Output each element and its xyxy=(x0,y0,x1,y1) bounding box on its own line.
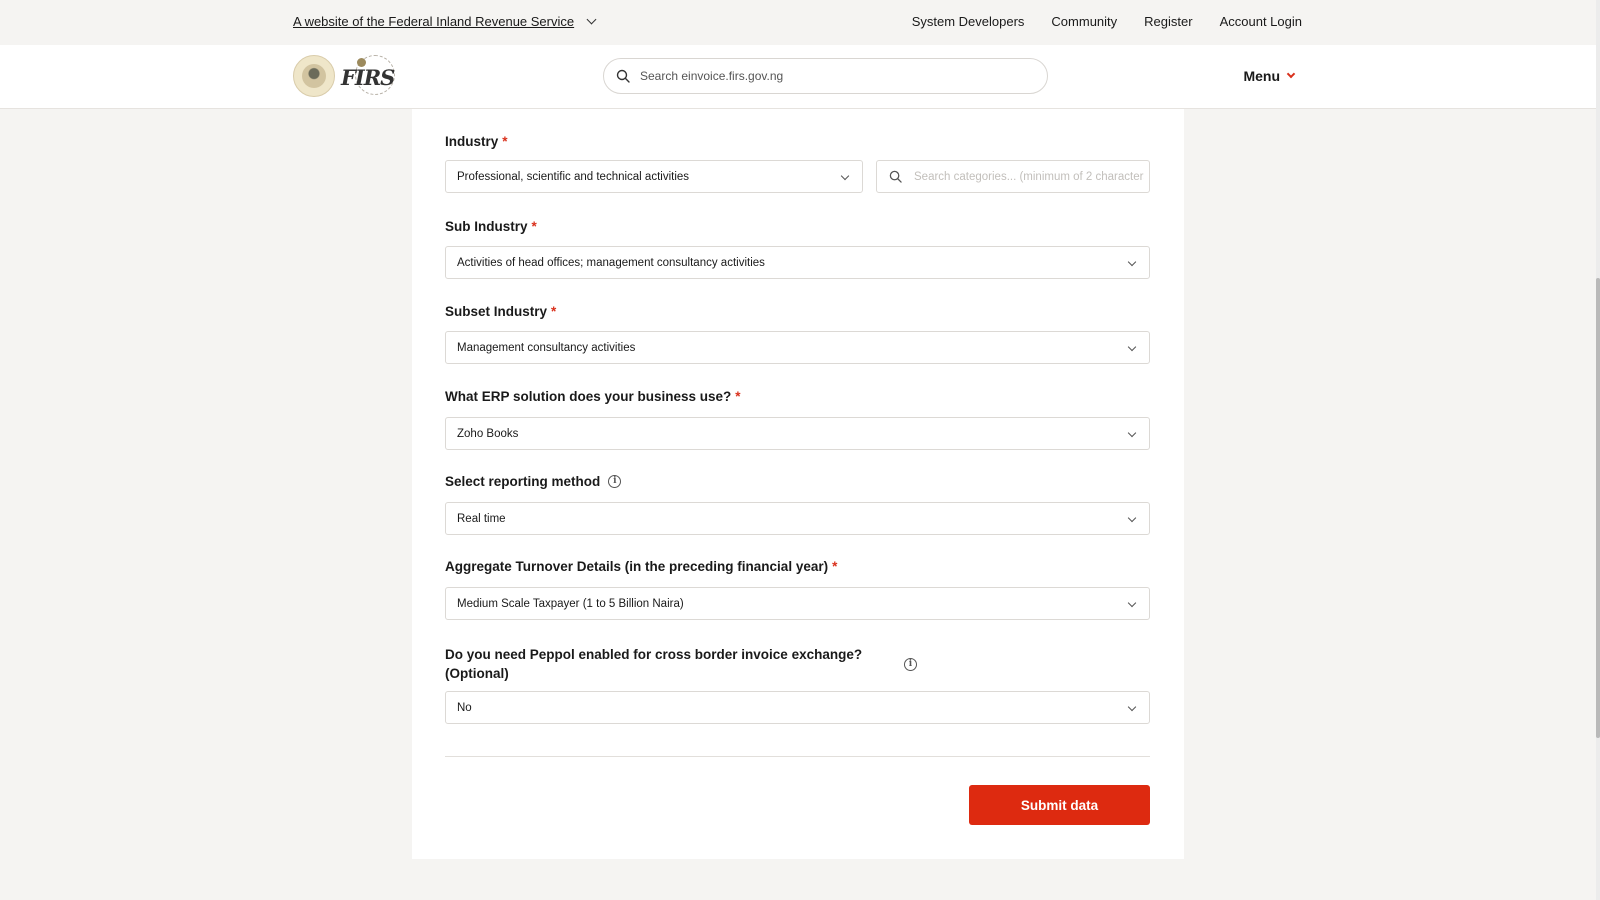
coat-of-arms-icon xyxy=(293,55,335,97)
firs-logo[interactable] xyxy=(293,55,399,97)
industry-select[interactable] xyxy=(445,160,863,193)
reporting-method-label: Select reporting method i xyxy=(445,474,621,489)
peppol-value: No xyxy=(457,701,472,714)
info-icon[interactable]: i xyxy=(904,658,917,671)
top-utility-bar xyxy=(0,0,1596,45)
peppol-label: Do you need Peppol enabled for cross border invoice exchange? (Optional) xyxy=(445,647,863,681)
gov-website-dropdown[interactable] xyxy=(293,14,595,29)
top-nav xyxy=(912,14,1302,29)
subset-industry-select[interactable] xyxy=(445,331,1150,364)
sub-industry-select[interactable] xyxy=(445,246,1150,279)
submit-data-button[interactable]: Submit data xyxy=(969,785,1150,825)
business-details-form xyxy=(412,109,1184,859)
chevron-down-icon xyxy=(1128,703,1136,711)
search-icon xyxy=(889,170,902,183)
nav-register[interactable]: Register xyxy=(1144,14,1193,29)
site-search-input[interactable] xyxy=(640,69,1020,83)
sub-industry-label: Sub Industry * xyxy=(445,219,537,234)
chevron-down-icon xyxy=(587,15,597,25)
turnover-value: Medium Scale Taxpayer (1 to 5 Billion Naira) xyxy=(457,597,684,610)
chevron-down-icon xyxy=(1287,70,1295,78)
industry-label: Industry * xyxy=(445,134,508,149)
form-divider xyxy=(445,756,1150,757)
chevron-down-icon xyxy=(1128,429,1136,437)
site-header xyxy=(0,45,1596,109)
category-search-input[interactable] xyxy=(914,171,1144,183)
industry-value: Professional, scientific and technical activities xyxy=(457,170,690,183)
chevron-down-icon xyxy=(1128,258,1136,266)
nav-system-developers[interactable]: System Developers xyxy=(911,14,1025,29)
subset-industry-label: Subset Industry * xyxy=(445,304,557,319)
reporting-method-value: Real time xyxy=(457,512,506,525)
reporting-method-select[interactable] xyxy=(445,502,1150,535)
category-search[interactable] xyxy=(876,160,1150,193)
nav-account-login[interactable]: Account Login xyxy=(1219,14,1302,29)
peppol-select[interactable] xyxy=(445,691,1150,724)
menu-label: Menu xyxy=(1243,68,1280,84)
erp-value: Zoho Books xyxy=(457,427,519,440)
scrollbar-thumb[interactable] xyxy=(1596,278,1600,738)
firs-wordmark: FIRS xyxy=(341,55,399,97)
erp-label: What ERP solution does your business use? * xyxy=(445,389,741,404)
turnover-label: Aggregate Turnover Details (in the preceding financial year) * xyxy=(445,559,838,574)
sub-industry-value: Activities of head offices; management consultancy activities xyxy=(457,256,765,269)
chevron-down-icon xyxy=(1128,343,1136,351)
page-scrollbar[interactable] xyxy=(1596,0,1600,900)
chevron-down-icon xyxy=(841,172,849,180)
chevron-down-icon xyxy=(1128,514,1136,522)
search-icon xyxy=(616,69,630,83)
subset-industry-value: Management consultancy activities xyxy=(457,341,636,354)
turnover-select[interactable] xyxy=(445,587,1150,620)
menu-button[interactable] xyxy=(1243,68,1294,84)
gov-website-label: A website of the Federal Inland Revenue Service xyxy=(293,14,575,29)
erp-select[interactable] xyxy=(445,417,1150,450)
nav-community[interactable]: Community xyxy=(1051,14,1118,29)
chevron-down-icon xyxy=(1128,599,1136,607)
site-search[interactable] xyxy=(603,58,1048,94)
info-icon[interactable]: i xyxy=(608,475,621,488)
